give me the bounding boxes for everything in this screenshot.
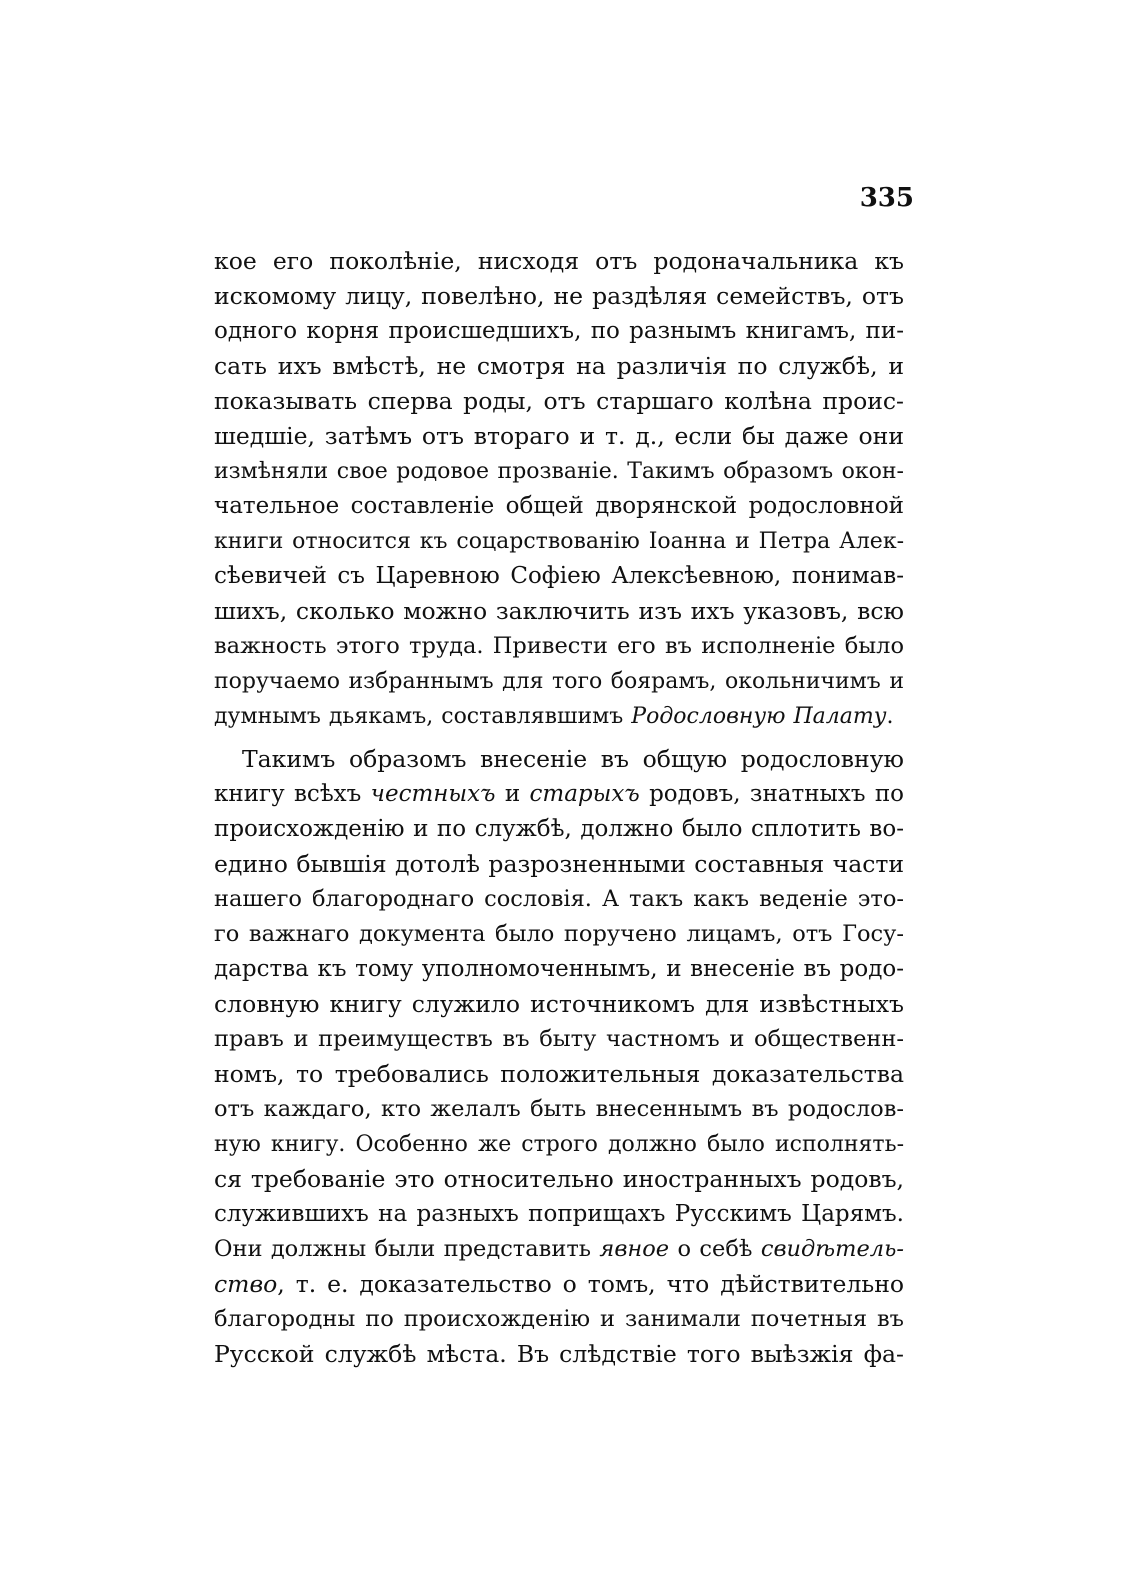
italic-text: ство: [214, 1270, 278, 1298]
italic-text: явное: [599, 1236, 670, 1262]
text-line: [214, 279, 904, 314]
text-segment: нашего благороднаго сословія. А такъ какъ веденіе это-: [214, 886, 904, 912]
page-number: 335: [859, 183, 914, 213]
text-line: [214, 244, 904, 279]
text-line: [214, 1197, 904, 1232]
text-line: [214, 1232, 904, 1267]
text-segment: Русской службѣ мѣста. Въ слѣдствіе того выѣзжія фа-: [214, 1340, 904, 1368]
text-segment: го важнаго документа было поручено лицамъ, отъ Госу-: [214, 921, 904, 947]
text-segment: книги относится къ соцарствованію Іоанна и Петра Алек-: [214, 529, 904, 554]
text-line: [214, 664, 904, 699]
text-segment: отъ каждаго, кто желалъ быть внесеннымъ въ родослов-: [214, 1096, 904, 1122]
text-segment: искомому лицу, повелѣно, не раздѣляя семействъ, отъ: [214, 282, 904, 310]
text-segment: сать ихъ вмѣстѣ, не смотря на различія по службѣ, и: [214, 352, 904, 380]
text-segment: правъ и преимуществъ въ быту частномъ и общественн-: [214, 1026, 904, 1052]
text-segment: о себѣ: [669, 1236, 761, 1262]
text-segment: ную книгу. Особенно же строго должно было исполнять-: [214, 1132, 904, 1157]
text-line: [214, 1162, 904, 1197]
text-line: [214, 742, 904, 777]
text-line: [214, 454, 904, 489]
text-segment: ся требованіе это относительно иностранныхъ родовъ,: [214, 1165, 904, 1193]
text-segment: показывать сперва роды, отъ старшаго колѣна проис-: [214, 387, 904, 415]
text-segment: одного корня происшедшихъ, по разнымъ книгамъ, пи-: [214, 318, 904, 344]
text-segment: Они должны были представить: [214, 1236, 600, 1262]
text-segment: служившихъ на разныхъ поприщахъ Русскимъ Царямъ.: [214, 1201, 904, 1227]
italic-text: старыхъ: [529, 781, 640, 807]
text-segment: кое его поколѣніе, нисходя отъ родоначальника къ: [214, 247, 904, 275]
text-line: [214, 559, 904, 594]
text-line: [214, 314, 904, 349]
text-segment: дарства къ тому уполномоченнымъ, и внесеніе въ родо-: [214, 956, 904, 982]
paragraph-2: [214, 742, 904, 1372]
text-line: [214, 917, 904, 952]
text-line: [214, 987, 904, 1022]
text-line: [214, 1127, 904, 1162]
text-line: [214, 524, 904, 559]
paragraph-1: [214, 244, 904, 734]
text-segment: шихъ, сколько можно заключить изъ ихъ указовъ, всю: [214, 597, 904, 625]
text-segment: едино бывшія дотолѣ разрозненными составныя части: [214, 850, 905, 878]
text-segment: и: [495, 781, 530, 807]
text-line: [214, 1302, 904, 1337]
text-segment: измѣняли свое родовое прозваніе. Такимъ образомъ окон-: [214, 459, 904, 484]
text-line: [214, 1267, 904, 1302]
text-segment: важность этого труда. Привести его въ исполненіе было: [214, 633, 904, 659]
text-segment: .: [886, 704, 894, 729]
text-segment: номъ, то требовались положительныя доказательства: [214, 1060, 904, 1088]
text-line: [214, 1057, 904, 1092]
text-segment: поручаемо избраннымъ для того боярамъ, окольничимъ и: [214, 669, 904, 694]
text-line: [214, 1337, 904, 1372]
text-line: [214, 847, 904, 882]
text-line: [214, 419, 904, 454]
text-line: [214, 882, 904, 917]
text-line: [214, 594, 904, 629]
italic-text: Родословную Палату: [631, 704, 887, 729]
text-line: [214, 777, 904, 812]
text-line: [214, 349, 904, 384]
text-segment: словную книгу служило источникомъ для извѣстныхъ: [214, 990, 904, 1018]
text-segment: шедшіе, затѣмъ отъ втораго и т. д., если бы даже они: [214, 422, 904, 450]
text-segment: чательное составленіе общей дворянской родословной: [214, 493, 904, 519]
text-segment: сѣевичей съ Царевною Софіею Алексѣевною, понимав-: [214, 563, 904, 589]
text-segment: , т. е. доказательство о томъ, что дѣйствительно: [277, 1270, 904, 1298]
text-line: [214, 629, 904, 664]
text-segment: книгу всѣхъ: [214, 781, 371, 807]
text-segment: Такимъ образомъ внесеніе въ общую родословную: [242, 745, 904, 773]
text-line: [214, 699, 904, 734]
text-segment: думнымъ дьякамъ, составлявшимъ: [214, 704, 632, 729]
italic-text: свидѣтель-: [760, 1236, 904, 1262]
text-line: [214, 952, 904, 987]
body-text: [214, 244, 904, 1372]
text-segment: родовъ, знатныхъ по: [639, 781, 905, 807]
italic-text: честныхъ: [370, 781, 496, 807]
text-line: [214, 384, 904, 419]
text-line: [214, 489, 904, 524]
text-line: [214, 1022, 904, 1057]
text-segment: происхожденію и по службѣ, должно было сплотить во-: [214, 816, 904, 842]
text-line: [214, 812, 904, 847]
text-segment: благородны по происхожденію и занимали почетныя въ: [214, 1306, 904, 1332]
text-line: [214, 1092, 904, 1127]
